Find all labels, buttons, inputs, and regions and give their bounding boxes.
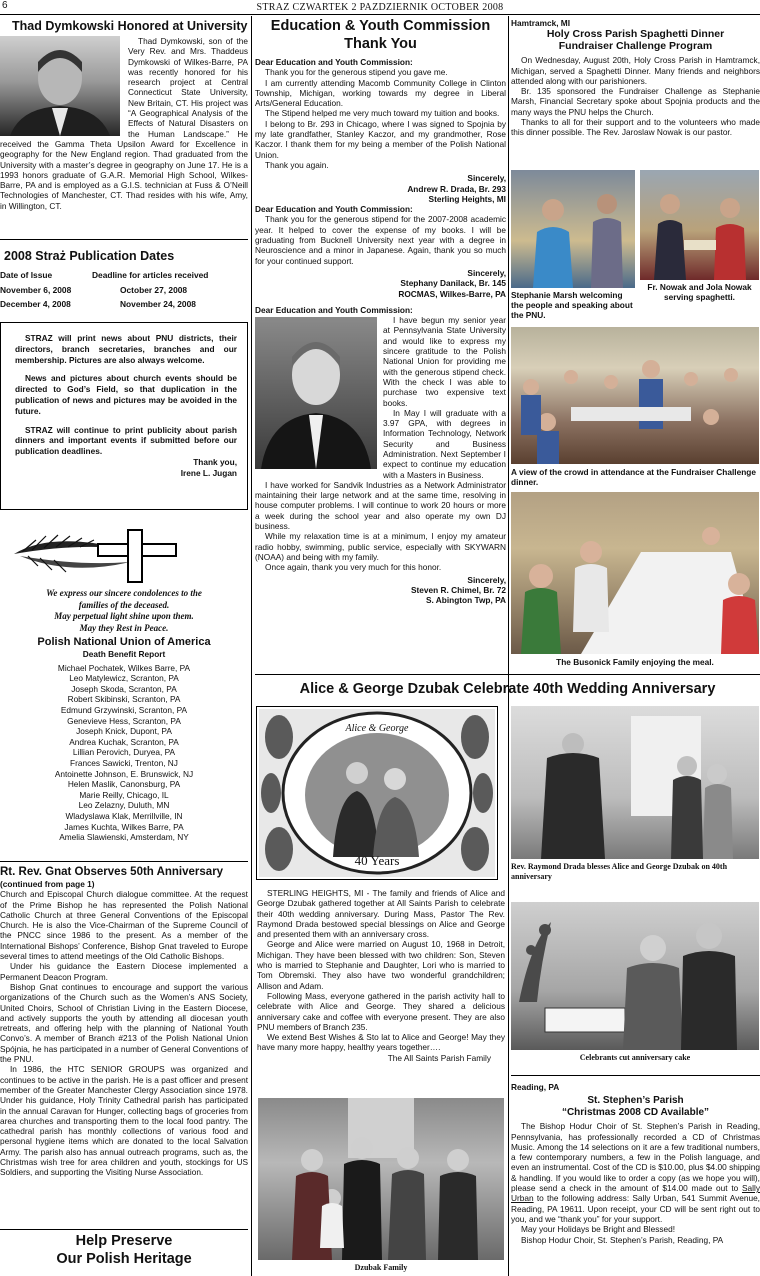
- edu-sign: Sincerely,: [467, 267, 506, 278]
- obit-name: James Kuchta, Wilkes Barre, PA: [64, 821, 184, 832]
- photo-cake: [511, 902, 759, 1050]
- column-divider: [251, 16, 252, 1276]
- edu-letter3: I have worked for Sandvik Industries as a Network Administrator maintaining their large network and at the same time, resolving in house computer problems. I will continue to work 20 hours or more a week during the school year and also operate my own DJ business.: [255, 479, 506, 532]
- dates-header-deadline: Deadline for articles received: [92, 270, 209, 280]
- holy-title: Holy Cross Parish Spaghetti Dinner: [546, 28, 725, 41]
- obit-list: [0, 663, 248, 843]
- anniv-p3: Following Mass, everyone gathered in the parish activity hall to celebrate with Alice and George. They shared a delicious anniversary cake and coffee with everyone present. They are also PNU members of Branch 235.: [257, 990, 505, 1032]
- edu-letter1-para: I belong to Br. 293 in Chicago, where I was signed to Spojnia by my late grandfather, Stanley Kaczor, and my grandmother, Rose Kaczor. I thank them for my being a member of the Polish National Union.: [255, 118, 506, 160]
- obit-name: Marie Reilly, Chicago, IL: [79, 789, 169, 800]
- heritage-banner: [0, 1233, 248, 1268]
- reading-p2: May your Holidays be Bright and Blessed!: [521, 1224, 676, 1235]
- notice-p2: News and pictures about church events should be directed to God’s Field, so that duplication in the publication of news and pictures may be avoided in the future.: [15, 373, 237, 416]
- edu-sign: Sterling Heights, MI: [428, 193, 506, 204]
- edu-title-line1: Education & Youth Commission: [270, 18, 491, 34]
- reading-p1-text: to the following address: Sally Urban, 541 Summit Avenue, Reading, PA 19611. Upon receipt, your CD will be sent right out to you, and we “thank you” for your support.: [511, 1193, 760, 1224]
- reading-p3: Bishop Hodur Choir, St. Stephen’s Parish, Reading, PA: [521, 1234, 724, 1245]
- condolence-line: May they Rest in Peace.: [79, 622, 169, 633]
- condolence-line: May perpetual light shine upon them.: [54, 611, 194, 621]
- anniv-sign: The All Saints Parish Family: [387, 1052, 491, 1063]
- gnat-p2: Under his guidance the Eastern Diocese implemented a Permanent Deacon Program.: [0, 961, 248, 982]
- photo-stephanie: [511, 170, 635, 288]
- holy-p1: On Wednesday, August 20th, Holy Cross Parish in Hamtramck, Michigan, served a Spaghetti Dinner. Many friends and neighbors attended along with our parishioners.: [511, 55, 760, 86]
- gnat-article: [0, 865, 248, 1178]
- thad-title: Thad Dymkowski Honored at University: [12, 19, 248, 33]
- obit-name: Wladyslawa Klak, Merrillville, IN: [65, 810, 183, 821]
- obit-name: Leo Matylewicz, Scranton, PA: [69, 673, 179, 684]
- edu-salutation: Dear Education and Youth Commission:: [255, 57, 413, 67]
- edu-sign: Sincerely,: [467, 173, 506, 184]
- dates-header-issue: Date of Issue: [0, 270, 53, 280]
- gnat-p4: In 1986, the HTC SENIOR GROUPS was organized and continues to be active in the parish. He is a past officer and present member of the Greater Manchester Clergy Association since 1978. Under his guidance, Holy Trinity Cathedral parish has participated in the annual Caravan for Hunger, collecting bags of groceries from area churches and transporting them to the local food pantry. The cathedral parish has monthly collections of various food and personal hygiene items which are donated to the local Salvation Army. The parish also has annual outreach programs, such as, the Christmas wish tree for area children and youth, stockings for US Soldiers, and supporting the Visiting Nurse Association.: [0, 1064, 248, 1178]
- edu-salutation: Dear Education and Youth Commission:: [255, 304, 413, 315]
- obit-name: Edmund Grzywinski, Scranton, PA: [60, 704, 188, 715]
- condolence-line: families of the deceased.: [78, 599, 170, 610]
- edu-letter1-para: The Stipend helped me very much toward my tuition and books.: [265, 108, 500, 119]
- reading-location: Reading, PA: [511, 1082, 560, 1092]
- blessing-icon: [511, 706, 759, 859]
- caption-blessing: Rev. Raymond Drada blesses Alice and George Dzubak on 40th anniversary: [511, 862, 728, 881]
- masthead-rule: [0, 14, 760, 15]
- edu-letter1-para: Thank you again.: [265, 159, 329, 170]
- people-icon: [640, 170, 759, 280]
- photo-nowak: [640, 170, 759, 280]
- family-icon: [258, 1098, 504, 1260]
- anniv-article: [257, 888, 505, 1063]
- date-issue: December 4, 2008: [0, 299, 71, 309]
- photo-dzubak-family: [258, 1098, 504, 1260]
- death-report-title: Death Benefit Report: [82, 649, 166, 659]
- edu-sign: Andrew R. Drada, Br. 293: [407, 183, 506, 194]
- obit-name: Genevieve Hess, Scranton, PA: [67, 715, 181, 726]
- reading-p1-text: The Bishop Hodur Choir of St. Stephen’s Parish in Reading, Pennsylvania, has professionally recorded a CD of Christmas Music. Among the 14 selections on it are a few traditional numbers, a few contemporary numbers, a few in the Polish language, and even an instrumental. Cost of the CD is $10.00, plus $4.00 shipping & handling. If you would like to order a copy (as we hope you will), please send a check in the amount of $14.00 made out to: [511, 1121, 760, 1194]
- dates-title: 2008 Straż Publication Dates: [4, 249, 175, 263]
- portrait-icon: [255, 317, 377, 469]
- gnat-title: Rt. Rev. Gnat Observes 50th Anniversary: [0, 866, 224, 878]
- anniv-p1: STERLING HEIGHTS, MI - The family and friends of Alice and George Dzubak gathered together at All Saints Parish to celebrate their 40th wedding anniversary. During Mass, Pastor The Rev. Raymond Drada bestowed special blessings on Alice and George and presented them with an anniversary cross.: [257, 888, 505, 940]
- holy-p2: Br. 135 sponsored the Fundraiser Challenge as Stephanie Marsh, Financial Secretary spoke about Spojnia products and the many ways the PNU helps the Church.: [511, 86, 760, 117]
- gnat-sub: (continued from page 1): [0, 879, 95, 889]
- obit-name: Amelia Slawienski, Amsterdam, NY: [59, 832, 189, 843]
- heritage-line2: Our Polish Heritage: [56, 1250, 192, 1267]
- edu-letter1: [255, 67, 506, 170]
- edu-salutation: Dear Education and Youth Commission:: [255, 204, 413, 215]
- caption-cake: Celebrants cut anniversary cake: [579, 1053, 691, 1062]
- edu-letter1-para: Thank you for the generous stipend you gave me.: [265, 67, 448, 78]
- condolence-line: We express our sincere condolences to the: [46, 588, 202, 598]
- obit-name: Robert Skibinski, Scranton, PA: [67, 694, 181, 705]
- pnu-org: Polish National Union of America: [37, 636, 211, 648]
- people-icon: [511, 170, 635, 288]
- column-divider: [508, 16, 509, 1276]
- edu-sign: S. Abington Twp, PA: [425, 595, 506, 606]
- edu-letter1-para: I am currently attending Macomb Community College in Clinton Township, Michigan, working towards my degree in Liberal Arts/General Education.: [255, 77, 506, 109]
- thad-photo: [0, 36, 120, 136]
- holy-location: Hamtramck, MI: [511, 18, 571, 28]
- condolence-section: [0, 588, 248, 843]
- notice-sign2: Irene L. Jugan: [180, 467, 237, 478]
- reading-title: St. Stephen’s Parish: [587, 1095, 684, 1107]
- anniv-frame: [256, 706, 498, 880]
- notice-box: [0, 322, 248, 510]
- obit-name: Joseph Skoda, Scranton, PA: [71, 683, 177, 694]
- caption-crowd: A view of the crowd in attendance at the Fundraiser Challenge dinner.: [511, 467, 756, 487]
- edu-title-line2: Thank You: [344, 35, 417, 52]
- section-rule: [255, 674, 760, 675]
- obit-name: Helen Maslik, Canonsburg, PA: [67, 779, 181, 790]
- edu-sign: Stephany Danilack, Br. 145: [400, 278, 506, 289]
- caption-dzubak-family: Dzubak Family: [354, 1263, 408, 1272]
- caption-busonick: The Busonick Family enjoying the meal.: [556, 657, 714, 667]
- caption-stephanie: Stephanie Marsh welcoming the people and speaking about the PNU.: [511, 290, 633, 320]
- edu-sign: ROCMAS, Wilkes-Barre, PA: [398, 288, 506, 299]
- anniv-p4: We extend Best Wishes & Sto lat to Alice and George! May they have many more happy, healthy years together….: [257, 1032, 505, 1053]
- column-middle: [255, 16, 506, 676]
- photo-crowd: [511, 327, 759, 464]
- gnat-p3: Bishop Gnat continues to encourage and support the various organizations of the Church such as the Women’s ANS Society, United Choirs, School of Christian Living in the Eastern Diocese, and actively supports the youth by attending all diocesan youth retreats, and offering help with the planning of National Youth Convo’s. A member of Branch #213 of the Polish National Union Spójnia, he has participated in a number of General Conventions of the PNU.: [0, 981, 248, 1065]
- obit-name: Joseph Knick, Dupont, PA: [76, 726, 172, 737]
- holy-title: Fundraiser Challenge Program: [558, 40, 713, 53]
- date-deadline: November 24, 2008: [120, 299, 196, 309]
- dates-table: [0, 268, 248, 312]
- reading-p1: [511, 1121, 760, 1224]
- section-rule: [0, 861, 248, 862]
- obit-name: Andrea Kuchak, Scranton, PA: [69, 736, 179, 747]
- obit-name: Antoinette Johnson, E. Brunswick, NJ: [54, 768, 194, 779]
- frame-years: 40 Years: [354, 853, 400, 868]
- edu-letter3: Once again, thank you very much for this honor.: [265, 562, 442, 573]
- edu-letter3: In May I will graduate with a 3.97 GPA, with degrees in Information Technology, Network Security and Business Administration. Next September I expect to continue my education with a Masters in Business.: [383, 407, 506, 480]
- page-number: 6: [2, 0, 8, 11]
- masthead: STRAZ CZWARTEK 2 PAZDZIERNIK OCTOBER 2008: [256, 2, 504, 13]
- obit-name: Michael Pochatek, Wilkes Barre, PA: [57, 662, 191, 673]
- column-left: [0, 16, 248, 1267]
- edu-sign: Sincerely,: [467, 574, 506, 585]
- crowd-icon: [511, 327, 759, 464]
- frame-names: Alice & George: [345, 723, 409, 734]
- steven-photo: [255, 317, 377, 469]
- obit-name: Lillian Perovich, Duryea, PA: [72, 747, 176, 758]
- portrait-icon: [0, 36, 120, 136]
- date-issue: November 6, 2008: [0, 284, 72, 295]
- holy-p3: Thanks to all for their support and to the volunteers who made this dinner possible. The Rev. Jaroslaw Nowak is our pastor.: [511, 117, 760, 138]
- family-table-icon: [511, 492, 759, 654]
- section-rule: [511, 1075, 760, 1076]
- cross-palm-icon: [10, 526, 180, 586]
- obit-name: Leo Zelazny, Duluth, MN: [78, 800, 170, 811]
- caption-nowak: Fr. Nowak and Jola Nowak serving spaghetti.: [647, 282, 752, 302]
- gnat-p1: Church and Episcopal Church dialogue committee. At the request of the Prime Bishop he has represented the Polish National Catholic Church at three General Conventions of the Episcopal Church. He is also the Vice-Chairman of the Supreme Council of the PNCC since 1986 to the present. As a member of the International Bishops’ Conference, Bishop Gnat traveled to Europe several times to attend meetings of the Old Catholic Bishops.: [0, 889, 248, 962]
- cake-icon: [511, 902, 759, 1050]
- reading-title: “Christmas 2008 CD Available”: [561, 1107, 710, 1119]
- obit-name: Frances Sawicki, Trenton, NJ: [70, 757, 178, 768]
- photo-blessing: [511, 706, 759, 859]
- section-rule: [0, 1229, 248, 1230]
- notice-sign1: Thank you,: [193, 456, 237, 467]
- edu-title: [255, 18, 506, 53]
- anniv-p2: George and Alice were married on August 10, 1968 in Detroit, Michigan. They have been blessed with two children: Son, Steven who is married to Stephanie and Daughter, Lori who is married to Tom Obremski. They also have two wonderful grandchildren; Allison and Adam.: [257, 939, 505, 991]
- sally-urban-link[interactable]: Sally Urban: [511, 1183, 760, 1204]
- edu-letter3: I have begun my senior year at Pennsylvania State University and would like to express my sincere gratitude to the Polish National Union for providing me with the generous stipend check. With the check I was able to purchase two expensive text books.: [383, 315, 506, 408]
- photo-busonick: [511, 492, 759, 654]
- edu-sign: Steven R. Chimel, Br. 72: [411, 584, 506, 595]
- section-rule: [0, 239, 248, 240]
- notice-p1: STRAZ will print news about PNU districts, their directors, branch secretaries, branches and our membership. Pictures are also always welcome.: [15, 333, 237, 365]
- thad-text: Thad Dymkowski, son of the Very Rev. and Mrs. Thaddeus Dymkowski of Wilkes-Barre, PA was recently honored for his research project at Central Connecticut State University, New Britain, CT. His project was “A Geographical Analysis of the Effects of Natural Disasters on the Human Landscape.” He received the Gamma Theta Upsilon Award for Excellence in geography for the New England region. Thad graduated from the University with a master’s degree in geography on June 17. He is a 1993 honors graduate of G.A.R. Memorial High School, Wilkes-Barre, PA and is employed as a G.I.S. technician at Fuss & O’Neill Technologies of Manchester, CT. Thad resides with his wife, Amy, in Willington, CT.: [0, 36, 248, 211]
- heritage-line1: Help Preserve: [75, 1233, 173, 1249]
- notice-p3: STRAZ will continue to print publicity about parish dinners and important events if submitted before our publication deadlines.: [15, 424, 237, 457]
- edu-letter2: Thank you for the generous stipend for the 2007-2008 academic year. It helped to cover the expense of my books. I will be graduating from Bucknell University next year with a degree in Neuroscience and a minor in Japanese. Again, thank you so much for your continued support.: [255, 214, 506, 266]
- anniv-title: Alice & George Dzubak Celebrate 40th Wedding Anniversary: [299, 681, 716, 697]
- date-deadline: October 27, 2008: [120, 284, 188, 295]
- reading-article: [511, 1082, 760, 1245]
- edu-letter3: While my relaxation time is at a minimum, I enjoy my amateur radio hobby, swimming, public service, especially with SKYWARN (NOAA) and being with my family.: [255, 531, 506, 562]
